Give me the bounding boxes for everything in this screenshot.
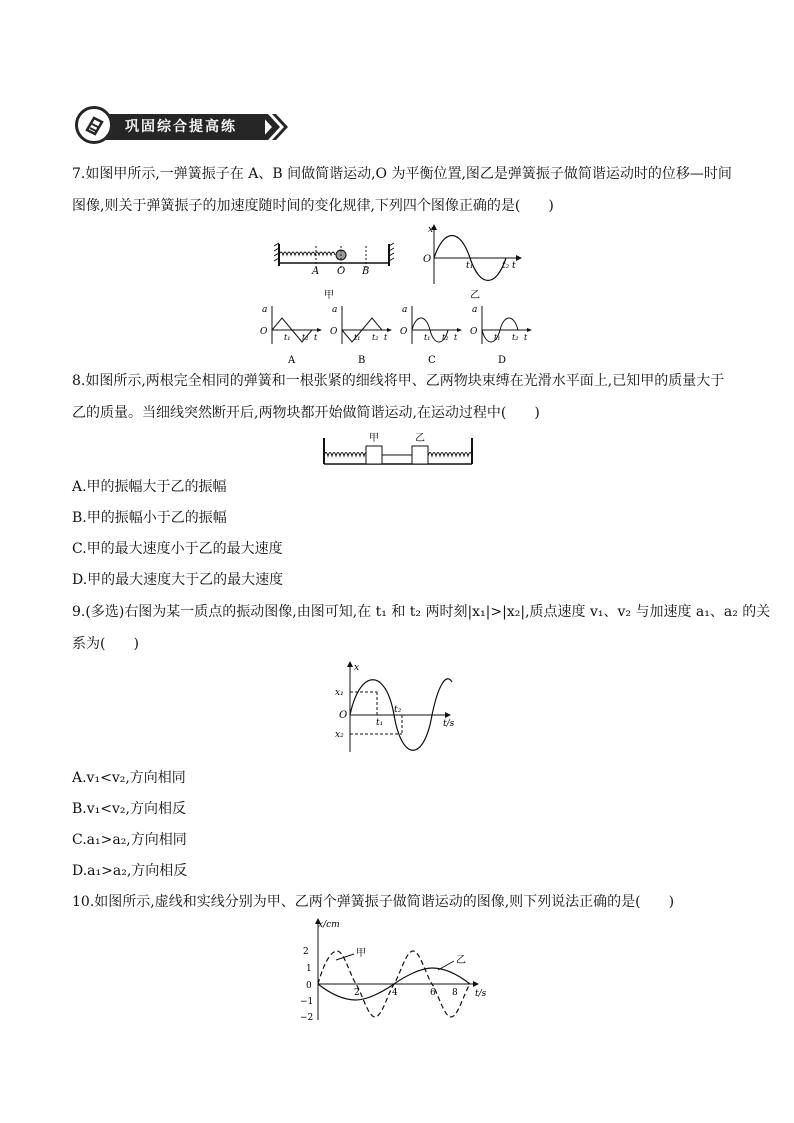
tick-t2: t₂ (502, 261, 510, 271)
svg-text:t: t (314, 333, 318, 342)
svg-text:t₁: t₁ (354, 333, 361, 342)
y-tick-minus2: −2 (300, 1013, 314, 1023)
q8-option-A[interactable]: A.甲的振幅大于乙的振幅 (72, 479, 227, 495)
q9-text-line1: 9.(多选)右图为某一质点的振动图像,由图可知,在 t₁ 和 t₂ 两时刻|x₁|>|x₂|,质点速度 v₁、v₂ 与加速度 a₁、a₂ 的关 (72, 604, 771, 620)
caption-jia: 甲 (324, 290, 334, 301)
label-B: B (362, 266, 370, 277)
q8-text-line1: 8.如图所示,两根完全相同的弹簧和一根张紧的细线将甲、乙两物块束缚在光滑水平面上,已知甲的质量大于 (72, 373, 725, 389)
svg-text:t: t (524, 333, 528, 342)
block-yi-label: 乙 (415, 433, 425, 444)
option-C-label: C (428, 355, 436, 366)
q7-option-graphs (258, 300, 538, 368)
q9-option-D[interactable]: D.a₁>a₂,方向相反 (72, 863, 188, 879)
origin-label: O (339, 710, 348, 721)
q7-text-line1: 7.如图甲所示,一弹簧振子在 A、B 间做简谐运动,O 为平衡位置,图乙是弹簧振子做简谐运动时的位移—时间 (72, 166, 732, 182)
y-axis-label: x (354, 663, 360, 673)
tick-t1: t₁ (466, 261, 474, 271)
y-tick-0: 0 (306, 981, 312, 991)
svg-text:t₂: t₂ (302, 333, 309, 342)
section-banner (75, 106, 295, 144)
legend-jia: 甲 (356, 948, 366, 959)
banner-logo (75, 106, 113, 144)
q10-figure (296, 915, 496, 1025)
svg-text:t₂: t₂ (512, 333, 519, 342)
svg-text:t₁: t₁ (494, 333, 501, 342)
svg-text:O: O (400, 327, 408, 337)
t1-label: t₁ (376, 718, 384, 728)
q7-figure-jia (274, 238, 404, 308)
option-B-graph[interactable] (330, 305, 392, 366)
q7-figure-yi (420, 222, 530, 302)
q8-option-C[interactable]: C.甲的最大速度小于乙的最大速度 (72, 541, 283, 557)
svg-text:a: a (332, 305, 338, 315)
axis-t: t (512, 261, 516, 271)
x-tick-2: 2 (354, 988, 360, 998)
q9-figure (330, 658, 465, 756)
x-tick-4: 4 (392, 988, 398, 998)
option-D-graph[interactable] (470, 305, 532, 366)
svg-text:t: t (384, 333, 388, 342)
block-jia-label: 甲 (369, 433, 379, 444)
q9-text-line2: 系为( ) (72, 636, 139, 652)
y-axis-label: x/cm (318, 920, 340, 930)
caption-yi: 乙 (470, 290, 480, 301)
option-B-label: B (358, 355, 366, 366)
label-O: O (337, 266, 346, 277)
option-A-label: A (288, 355, 296, 366)
book-icon (78, 109, 110, 141)
x2-label: x₂ (335, 730, 344, 740)
banner-title: 巩固综合提高练 (125, 119, 237, 135)
x1-label: x₁ (335, 688, 344, 698)
x-tick-6: 6 (430, 988, 436, 998)
svg-text:O: O (260, 327, 268, 337)
legend-yi: 乙 (456, 955, 466, 966)
option-C-graph[interactable] (400, 305, 462, 366)
svg-text:a: a (472, 305, 478, 315)
q8-option-D[interactable]: D.甲的最大速度大于乙的最大速度 (72, 572, 284, 588)
svg-text:t₂: t₂ (442, 333, 449, 342)
svg-text:t₁: t₁ (424, 333, 431, 342)
q7-text-line2: 图像,则关于弹簧振子的加速度随时间的变化规律,下列四个图像正确的是( ) (72, 198, 554, 214)
svg-text:O: O (470, 327, 478, 337)
q8-option-B[interactable]: B.甲的振幅小于乙的振幅 (72, 510, 227, 526)
origin: O (423, 254, 432, 265)
y-tick-1: 1 (306, 964, 312, 974)
svg-text:a: a (402, 305, 408, 315)
q9-option-B[interactable]: B.v₁<v₂,方向相反 (72, 801, 186, 817)
label-A: A (312, 266, 320, 277)
x-axis-label: t/s (475, 989, 487, 999)
x-tick-8: 8 (452, 988, 458, 998)
q9-option-A[interactable]: A.v₁<v₂,方向相同 (72, 770, 186, 786)
option-D-label: D (498, 355, 507, 366)
q8-figure (320, 428, 480, 468)
q8-text-line2: 乙的质量。当细线突然断开后,两物块都开始做简谐运动,在运动过程中( ) (72, 405, 540, 421)
svg-text:t₂: t₂ (372, 333, 379, 342)
svg-text:t₁: t₁ (284, 333, 291, 342)
y-label-x: x (428, 225, 434, 235)
svg-text:a: a (262, 305, 268, 315)
svg-text:t: t (454, 333, 458, 342)
option-A-graph[interactable] (260, 305, 322, 366)
y-tick-minus1: −1 (300, 997, 314, 1007)
q9-option-C[interactable]: C.a₁>a₂,方向相同 (72, 832, 187, 848)
t-axis-label: t/s (443, 719, 455, 729)
banner-stripes (260, 114, 294, 140)
q10-text-line1: 10.如图所示,虚线和实线分别为甲、乙两个弹簧振子做简谐运动的图像,则下列说法正确的是( ) (72, 894, 675, 910)
svg-text:O: O (330, 327, 338, 337)
t2-label: t₂ (394, 705, 402, 715)
y-tick-2: 2 (303, 947, 309, 957)
